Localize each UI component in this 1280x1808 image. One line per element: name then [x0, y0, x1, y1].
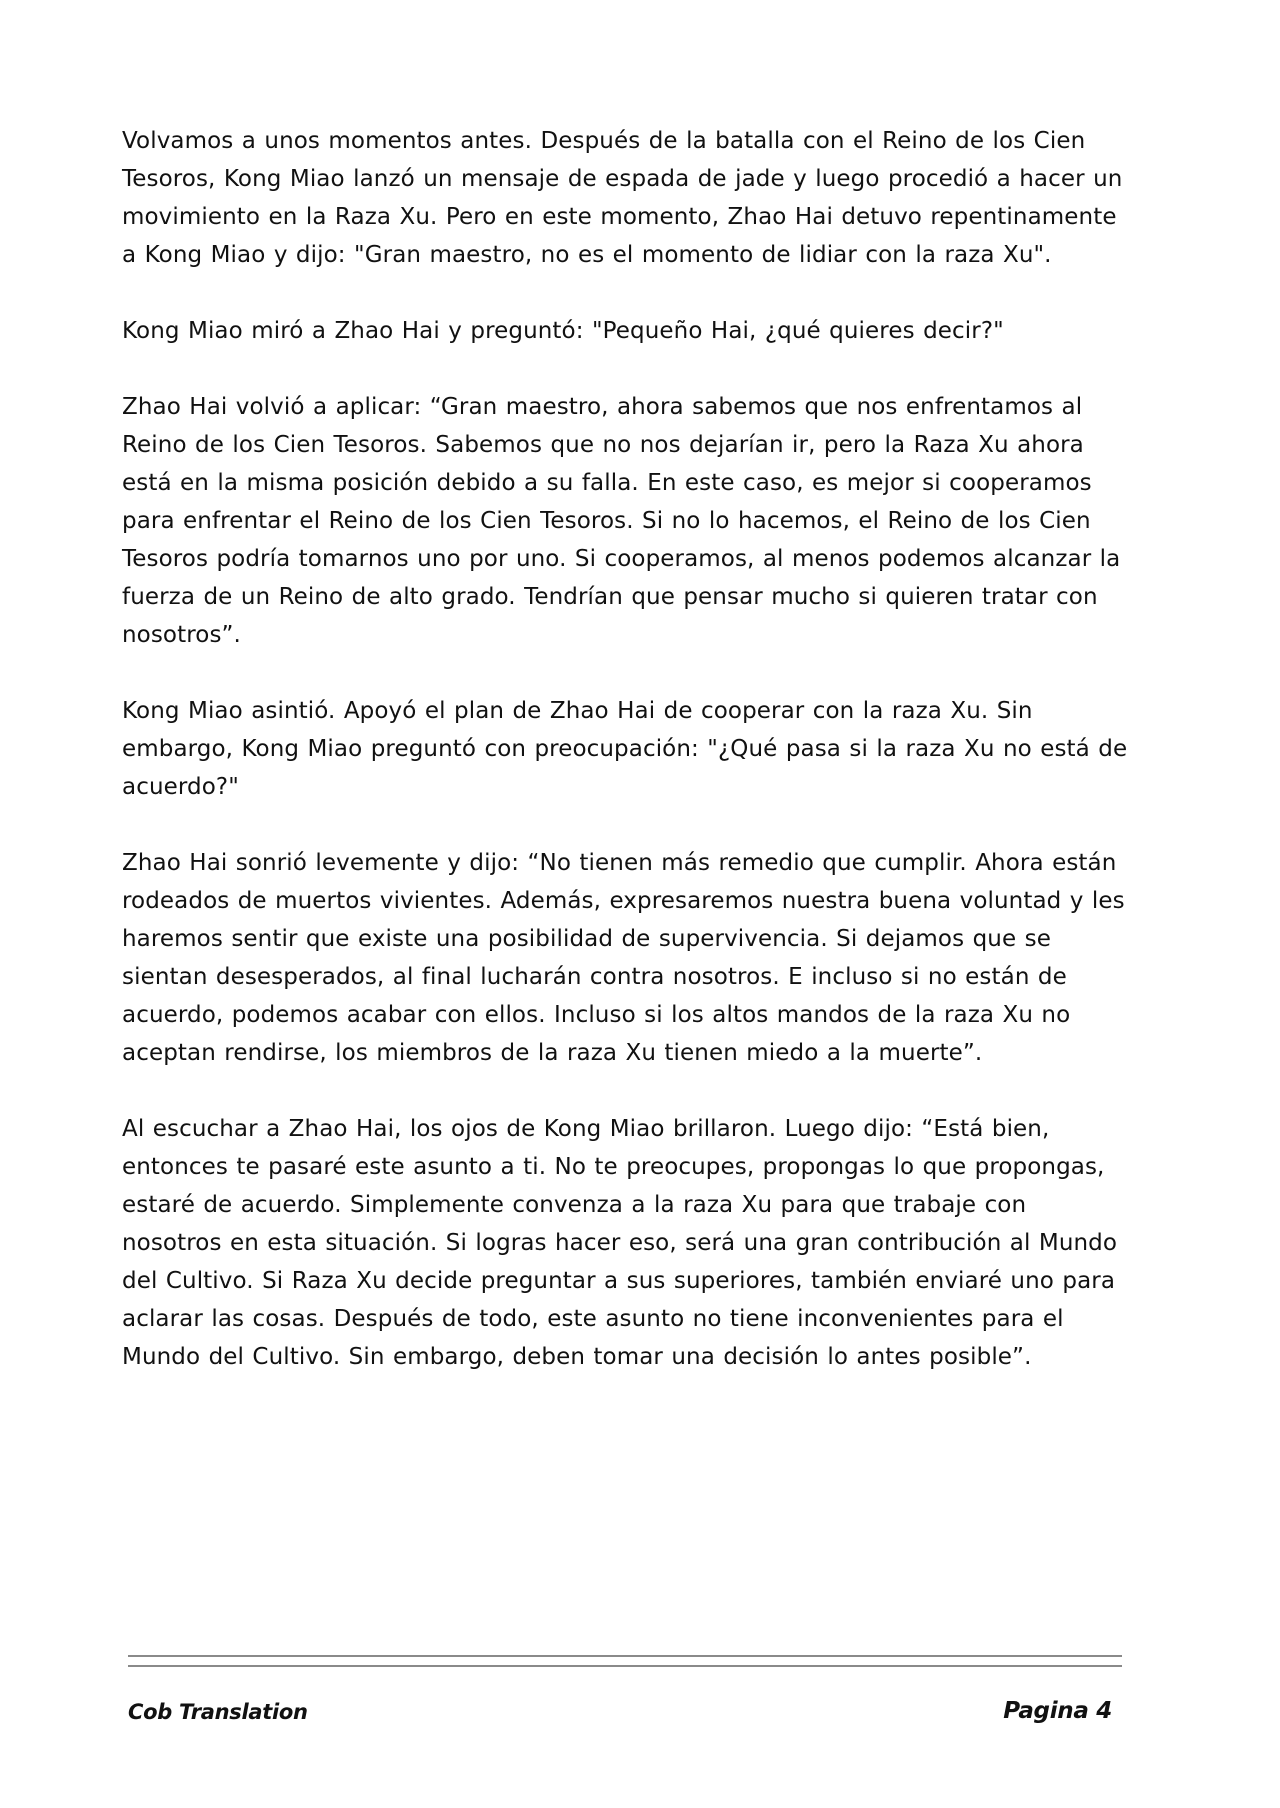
footer-divider [128, 1665, 1122, 1667]
paragraph: Al escuchar a Zhao Hai, los ojos de Kong Miao brillaron. Luego dijo: “Está bien, entonces te pasaré este asunto a ti. No te preocupes, propongas lo que propongas, estaré de acuerdo. Simplemente convenza a la raza Xu para que trabaje con nosotros en esta situación. Si logras hacer eso, será una gran contribución al Mundo del Cultivo. Si Raza Xu decide preguntar a sus superiores, también enviaré uno para aclarar las cosas. Después de todo, este asunto no tiene inconvenientes para el Mundo del Cultivo. Sin embargo, deben tomar una decisión lo antes posible”. [122, 1116, 1118, 1370]
footer-credit: Cob Translation [128, 1700, 308, 1724]
document-body [122, 122, 1132, 1414]
paragraph: Zhao Hai sonrió levemente y dijo: “No tienen más remedio que cumplir. Ahora están rodeados de muertos vivientes. Además, expresaremos nuestra buena voluntad y les haremos sentir que existe una posibilidad de supervivencia. Si dejamos que se sientan desesperados, al final lucharán contra nosotros. E incluso si no están de acuerdo, podemos acabar con ellos. Incluso si los altos mandos de la raza Xu no aceptan rendirse, los miembros de la raza Xu tienen miedo a la muerte”. [122, 850, 1125, 1066]
paragraph: Zhao Hai volvió a aplicar: “Gran maestro, ahora sabemos que nos enfrentamos al Reino de los Cien Tesoros. Sabemos que no nos dejarían ir, pero la Raza Xu ahora está en la misma posición debido a su falla. En este caso, es mejor si cooperamos para enfrentar el Reino de los Cien Tesoros. Si no lo hacemos, el Reino de los Cien Tesoros podría tomarnos uno por uno. Si cooperamos, al menos podemos alcanzar la fuerza de un Reino de alto grado. Tendrían que pensar mucho si quieren tratar con nosotros”. [122, 394, 1121, 648]
paragraph: Volvamos a unos momentos antes. Después de la batalla con el Reino de los Cien Tesoros, Kong Miao lanzó un mensaje de espada de jade y luego procedió a hacer un movimiento en la Raza Xu. Pero en este momento, Zhao Hai detuvo repentinamente a Kong Miao y dijo: "Gran maestro, no es el momento de lidiar con la raza Xu". [122, 128, 1123, 268]
page-number: Pagina 4 [1003, 1698, 1112, 1724]
paragraph: Kong Miao miró a Zhao Hai y preguntó: "Pequeño Hai, ¿qué quieres decir?" [122, 318, 1004, 344]
footer-divider [128, 1655, 1122, 1657]
paragraph: Kong Miao asintió. Apoyó el plan de Zhao Hai de cooperar con la raza Xu. Sin embargo, Kong Miao preguntó con preocupación: "¿Qué pasa si la raza Xu no está de acuerdo?" [122, 698, 1128, 800]
